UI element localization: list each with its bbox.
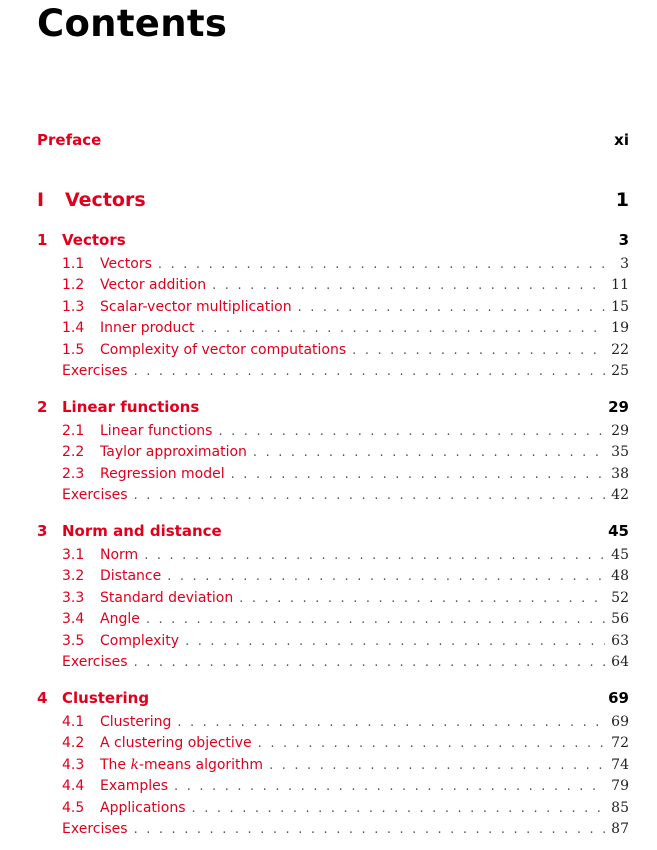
section-page: 63 xyxy=(611,632,629,649)
section-number: 3.4 xyxy=(62,611,85,627)
section-title: Distance xyxy=(100,568,162,584)
dot-leader xyxy=(134,818,606,837)
toc-entry-section-1-5[interactable] xyxy=(0,339,657,359)
dot-leader xyxy=(185,630,605,649)
toc-entry-section-2-1[interactable] xyxy=(0,420,657,440)
toc-entry-exercises-1[interactable] xyxy=(0,360,657,380)
toc-entry-chapter-2[interactable] xyxy=(0,398,657,418)
dot-leader xyxy=(231,463,606,482)
section-page: 11 xyxy=(611,277,629,293)
chapter-page: 45 xyxy=(608,522,629,540)
section-page: 52 xyxy=(611,589,629,606)
section-page: 19 xyxy=(611,320,629,336)
section-number: 3.3 xyxy=(62,589,85,606)
dot-leader xyxy=(158,253,614,272)
section-title: Linear functions xyxy=(100,422,213,439)
exercises-page: 25 xyxy=(611,363,629,379)
exercises-page: 42 xyxy=(611,487,629,503)
section-title: A clustering objective xyxy=(100,735,252,751)
chapter-number: 3 xyxy=(37,522,48,540)
toc-entry-section-1-3[interactable] xyxy=(0,296,657,316)
dot-leader xyxy=(218,420,605,439)
toc-entry-section-3-4[interactable] xyxy=(0,608,657,628)
toc-entry-section-1-4[interactable] xyxy=(0,317,657,337)
toc-entry-part[interactable] xyxy=(0,189,657,215)
section-page: 29 xyxy=(611,422,629,439)
toc-entry-section-3-3[interactable] xyxy=(0,587,657,607)
chapter-title: Norm and distance xyxy=(62,522,222,540)
toc-entry-section-4-1[interactable] xyxy=(0,711,657,731)
toc-entry-chapter-1[interactable] xyxy=(0,231,657,251)
chapter-title: Linear functions xyxy=(62,398,200,416)
toc-entry-section-4-2[interactable] xyxy=(0,732,657,752)
section-title: Applications xyxy=(100,799,186,816)
section-title: The k-means algorithm xyxy=(100,756,264,773)
part-number: I xyxy=(37,189,45,211)
dot-leader xyxy=(352,339,605,358)
section-page: 74 xyxy=(611,756,629,773)
section-title: Examples xyxy=(100,778,169,794)
toc-entry-chapter-3[interactable] xyxy=(0,522,657,542)
section-number: 2.3 xyxy=(62,465,85,482)
exercises-label: Exercises xyxy=(62,821,128,837)
toc-entry-preface[interactable] xyxy=(0,131,657,151)
section-page: 69 xyxy=(611,713,629,730)
section-number: 4.1 xyxy=(62,713,85,730)
section-number: 1.4 xyxy=(62,320,85,336)
section-page: 22 xyxy=(611,341,629,358)
section-title: Complexity of vector computations xyxy=(100,341,347,358)
toc-entry-exercises-3[interactable] xyxy=(0,651,657,671)
section-title: Standard deviation xyxy=(100,589,234,606)
toc-entry-section-3-1[interactable] xyxy=(0,544,657,564)
toc-entry-section-4-5[interactable] xyxy=(0,797,657,817)
page-title: Contents xyxy=(37,2,228,45)
section-number: 1.3 xyxy=(62,298,85,315)
section-title: Vector addition xyxy=(100,277,207,293)
part-page: 1 xyxy=(615,189,629,211)
section-title: Scalar-vector multiplication xyxy=(100,298,292,315)
section-title: Taylor approximation xyxy=(100,444,247,460)
section-page: 3 xyxy=(620,255,629,272)
exercises-label: Exercises xyxy=(62,654,128,670)
toc-entry-section-2-3[interactable] xyxy=(0,463,657,483)
section-number: 3.5 xyxy=(62,632,85,649)
dot-leader xyxy=(269,754,605,773)
toc-entry-section-4-3[interactable] xyxy=(0,754,657,774)
section-number: 4.3 xyxy=(62,756,85,773)
section-number: 3.2 xyxy=(62,568,85,584)
dot-leader xyxy=(201,317,606,336)
section-page: 56 xyxy=(611,611,629,627)
preface-label: Preface xyxy=(37,131,102,149)
chapter-number: 1 xyxy=(37,231,48,249)
section-title: Angle xyxy=(100,611,140,627)
section-number: 1.1 xyxy=(62,255,85,272)
dot-leader xyxy=(134,651,606,670)
section-title: Regression model xyxy=(100,465,225,482)
section-number: 2.2 xyxy=(62,444,85,460)
exercises-page: 87 xyxy=(611,821,629,837)
dot-leader xyxy=(146,608,605,627)
chapter-number: 4 xyxy=(37,689,48,707)
section-number: 1.5 xyxy=(62,341,85,358)
preface-page: xi xyxy=(614,131,629,149)
section-page: 15 xyxy=(611,298,629,315)
dot-leader xyxy=(253,441,605,460)
section-number: 4.2 xyxy=(62,735,85,751)
toc-entry-chapter-4[interactable] xyxy=(0,689,657,709)
exercises-label: Exercises xyxy=(62,487,128,503)
section-page: 79 xyxy=(611,778,629,794)
section-page: 85 xyxy=(611,799,629,816)
toc-entry-section-1-1[interactable] xyxy=(0,253,657,273)
chapter-page: 3 xyxy=(618,231,629,249)
dot-leader xyxy=(167,565,605,584)
section-page: 72 xyxy=(611,735,629,751)
section-title: Complexity xyxy=(100,632,180,649)
section-page: 35 xyxy=(611,444,629,460)
section-title: Clustering xyxy=(100,713,172,730)
chapter-title: Vectors xyxy=(62,231,126,249)
exercises-page: 64 xyxy=(611,654,629,670)
chapter-title: Clustering xyxy=(62,689,150,707)
exercises-label: Exercises xyxy=(62,363,128,379)
toc-entry-exercises-2[interactable] xyxy=(0,484,657,504)
dot-leader xyxy=(298,296,606,315)
section-number: 1.2 xyxy=(62,277,85,293)
dot-leader xyxy=(239,587,605,606)
dot-leader xyxy=(258,732,606,751)
dot-leader xyxy=(134,360,606,379)
dot-leader xyxy=(192,797,606,816)
section-page: 38 xyxy=(611,465,629,482)
section-number: 4.5 xyxy=(62,799,85,816)
toc-entry-section-3-2[interactable] xyxy=(0,565,657,585)
toc-entry-section-1-2[interactable] xyxy=(0,274,657,294)
toc-entry-section-4-4[interactable] xyxy=(0,775,657,795)
section-title: Vectors xyxy=(100,255,152,272)
section-number: 2.1 xyxy=(62,422,85,439)
chapter-number: 2 xyxy=(37,398,48,416)
section-title: Norm xyxy=(100,546,139,563)
dot-leader xyxy=(134,484,606,503)
dot-leader xyxy=(144,544,605,563)
dot-leader xyxy=(177,711,605,730)
section-title: Inner product xyxy=(100,320,195,336)
chapter-page: 29 xyxy=(608,398,629,416)
section-number: 3.1 xyxy=(62,546,85,563)
dot-leader xyxy=(174,775,605,794)
toc-entry-exercises-4[interactable] xyxy=(0,818,657,838)
section-number: 4.4 xyxy=(62,778,85,794)
section-page: 45 xyxy=(611,546,629,563)
section-page: 48 xyxy=(611,568,629,584)
dot-leader xyxy=(212,274,605,293)
part-title: Vectors xyxy=(65,189,146,211)
toc-entry-section-2-2[interactable] xyxy=(0,441,657,461)
chapter-page: 69 xyxy=(608,689,629,707)
toc-entry-section-3-5[interactable] xyxy=(0,630,657,650)
